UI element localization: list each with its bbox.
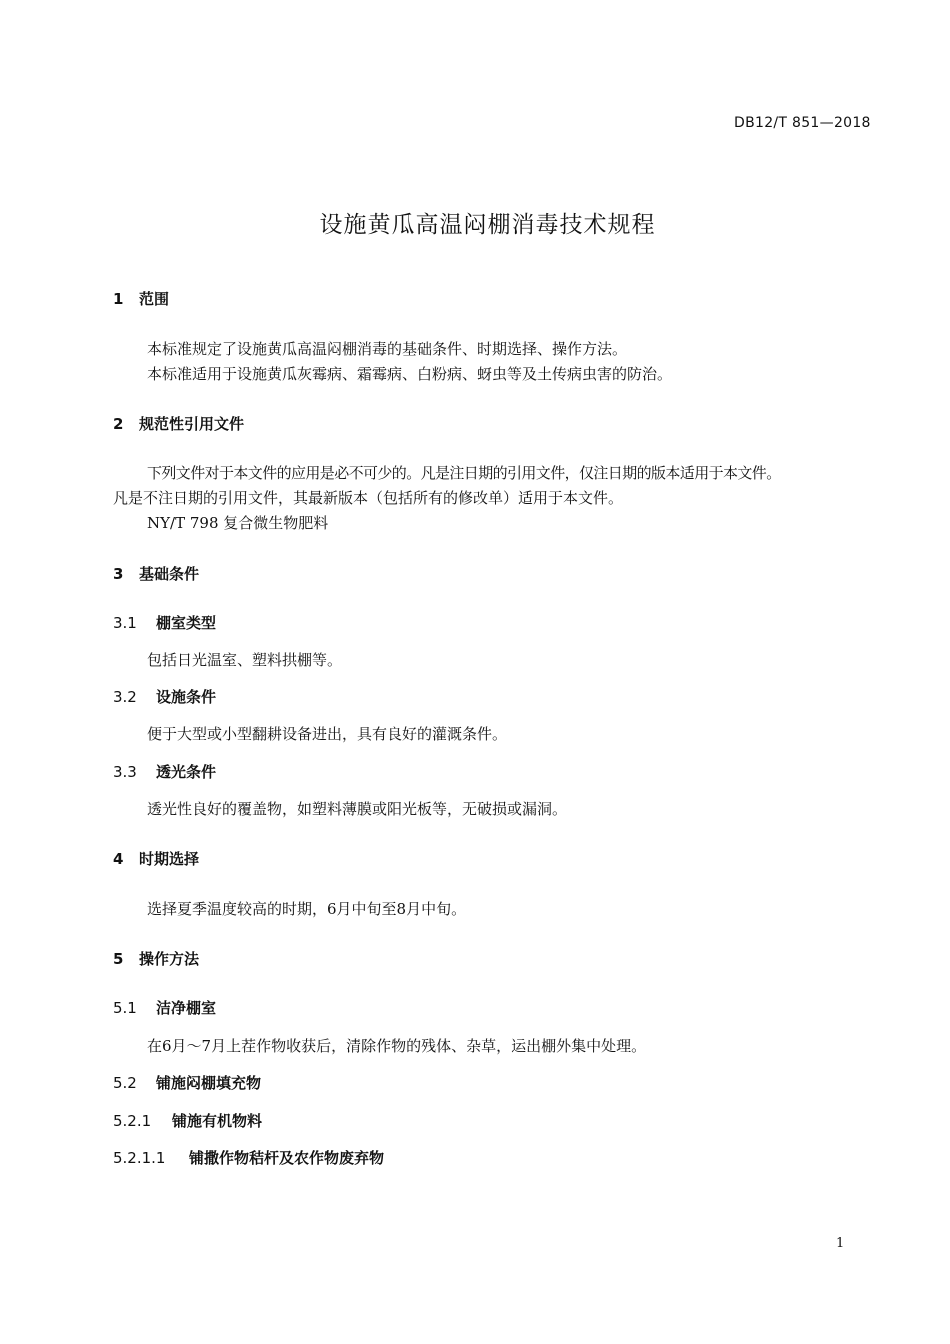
normative-reference: NY/T 798 复合微生物肥料: [147, 514, 329, 532]
section-1-heading: [113, 288, 169, 309]
section-number: 5.1: [113, 999, 137, 1017]
section-title: 范围: [139, 290, 170, 308]
section-number: 3: [113, 565, 124, 583]
paragraph: 选择夏季温度较高的时期，6月中旬至8月中旬。: [147, 900, 467, 918]
section-2-heading: [113, 413, 244, 434]
section-number: 3.3: [113, 763, 137, 781]
paragraph: 本标准适用于设施黄瓜灰霉病、霜霉病、白粉病、蚜虫等及土传病虫害的防治。: [147, 365, 673, 383]
subsection-3-2-heading: [113, 686, 216, 707]
section-title: 规范性引用文件: [139, 415, 245, 433]
section-number: 4: [113, 850, 124, 868]
subsection-5-2-heading: [113, 1072, 261, 1093]
paragraph: 包括日光温室、塑料拱棚等。: [147, 651, 343, 669]
section-number: 3.1: [113, 614, 137, 632]
paragraph: 凡是不注日期的引用文件，其最新版本（包括所有的修改单）适用于本文件。: [113, 489, 624, 507]
section-title: 透光条件: [156, 763, 217, 781]
subsection-3-1-heading: [113, 612, 216, 633]
document-title: 设施黄瓜高温闷棚消毒技术规程: [319, 212, 656, 238]
section-5-heading: [113, 948, 199, 969]
paragraph: 下列文件对于本文件的应用是必不可少的。凡是注日期的引用文件，仅注日期的版本适用于本文件。: [147, 464, 781, 482]
section-title: 棚室类型: [156, 614, 217, 632]
subsection-5-2-1-heading: [113, 1110, 262, 1131]
section-number: 5.2.1.1: [113, 1149, 166, 1167]
section-3-heading: [113, 563, 199, 584]
section-number: 5.2: [113, 1074, 137, 1092]
section-title: 铺施闷棚填充物: [156, 1074, 262, 1092]
section-number: 1: [113, 290, 124, 308]
section-title: 铺撒作物秸杆及农作物废弃物: [189, 1149, 385, 1167]
section-title: 铺施有机物料: [172, 1112, 263, 1130]
subsection-3-3-heading: [113, 761, 216, 782]
section-number: 3.2: [113, 688, 137, 706]
section-title: 操作方法: [139, 950, 200, 968]
section-title: 设施条件: [156, 688, 217, 706]
section-number: 5.2.1: [113, 1112, 152, 1130]
section-number: 2: [113, 415, 124, 433]
paragraph: 在6月～7月上茬作物收获后，清除作物的残体、杂草，运出棚外集中处理。: [147, 1037, 647, 1055]
page-number: 1: [836, 1236, 845, 1251]
standard-code: DB12/T 851—2018: [734, 115, 871, 131]
section-title: 基础条件: [139, 565, 200, 583]
paragraph: 本标准规定了设施黄瓜高温闷棚消毒的基础条件、时期选择、操作方法。: [147, 340, 628, 358]
paragraph: 透光性良好的覆盖物，如塑料薄膜或阳光板等，无破损或漏洞。: [147, 800, 568, 818]
section-title: 时期选择: [139, 850, 200, 868]
section-4-heading: [113, 848, 199, 869]
subsection-5-2-1-1-heading: [113, 1147, 384, 1168]
section-title: 洁净棚室: [156, 999, 217, 1017]
section-number: 5: [113, 950, 124, 968]
subsection-5-1-heading: [113, 997, 216, 1018]
paragraph: 便于大型或小型翻耕设备进出，具有良好的灌溉条件。: [147, 725, 508, 743]
